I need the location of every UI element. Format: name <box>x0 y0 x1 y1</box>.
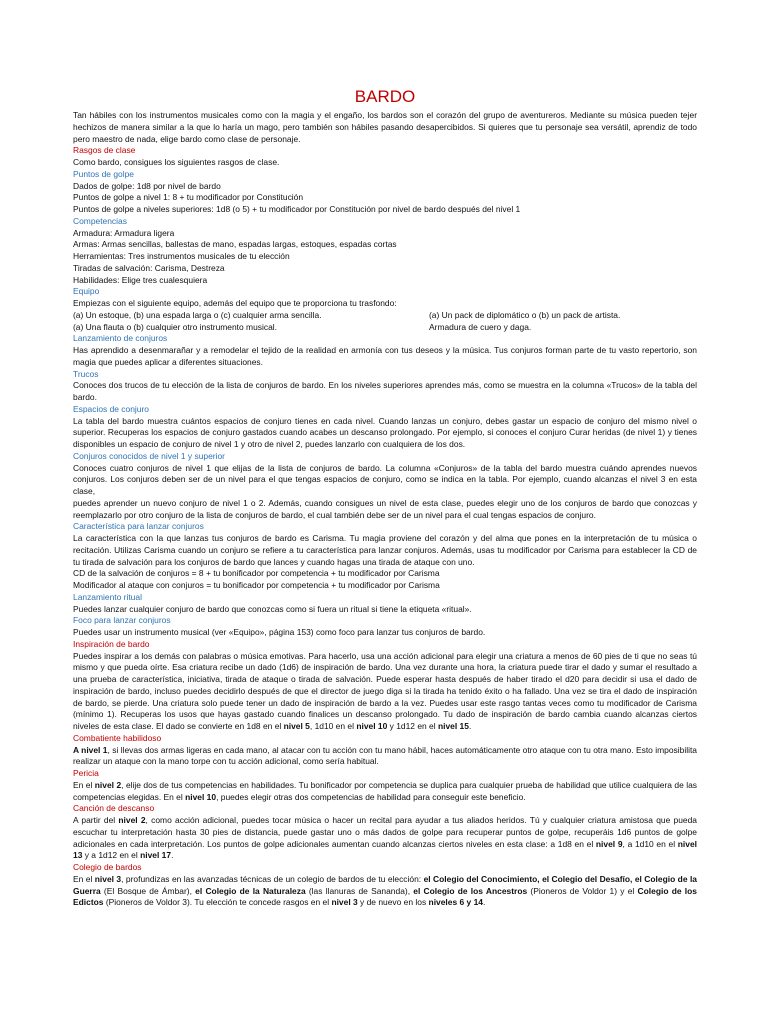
section-heading-combatiente: Combatiente habilidoso <box>73 732 162 743</box>
conocidos-text: Conoces cuatro conjuros de nivel 1 que elijas de la lista de conjuros de bardo. La columna «Conjuros» de la tabla del bardo muestra cuándo aprendes nuevos conjuros. Los conjuros deben ser de un nivel para el que tengas espacios de conjuro, como se indica en la tabla. Por ejemplo, cuando alcanzas el nivel 3 en esta clase, <box>73 462 697 496</box>
section-heading-lanzamiento: Lanzamiento de conjuros <box>73 333 168 344</box>
section-heading-conocidos: Conjuros conocidos de nivel 1 y superior <box>73 450 225 461</box>
inspiracion-text: Puedes inspirar a los demás con palabras o música emotivas. Para hacerlo, usa una acción adicional para elegir una criatura a menos de 60 pies de ti que no seas tú mismo y que pueda oírte. Esa criatura recibe un dado (1d6) de inspiración de bardo. Una vez durante una hora, la criatura puede tirar el dado y sumar el resultado a una prueba de característica, iniciativa, tirada de ataque o tirada de salvación. Puede esperar hasta después de haber tirado el d20 para decidir si usa el dado de inspiración de bardo, incluso puedes decidirlo después de que el director de juego diga si la tirada ha tenido éxito o ha fallado. Una vez se tira el dado de inspiración de bardo, se pierde. Una criatura solo puede tener un dado de inspiración de bardo a la vez. Puedes usar este rasgo tantas veces como tu modificador de Carisma (mínimo 1). Recuperas los usos que hayas gastado cuando finalices un descanso prolongado. Tu dado de inspiración de bardo cambia cuando alcanzas ciertos niveles de esta clase. El dado se convierte en 1d8 en el nivel 5, 1d10 en el nivel 10 y 1d12 en el nivel 15. <box>73 650 697 731</box>
section-heading-foco: Foco para lanzar conjuros <box>73 615 171 626</box>
section-heading-equipo: Equipo <box>73 286 100 297</box>
section-heading-rasgos: Rasgos de clase <box>73 145 136 156</box>
lanzamiento-text: Has aprendido a desenmarañar y a remodelar el tejido de la realidad en armonía con tus deseos y la música. Tus conjuros forman parte de tu vasto repertorio, son magia que puedes aplicar a diferentes situaciones. <box>73 345 697 367</box>
equipo-item: (a) Una flauta o (b) cualquier otro instrumento musical. <box>73 321 277 332</box>
competencias-line: Tiradas de salvación: Carisma, Destreza <box>73 262 225 273</box>
section-heading-espacios: Espacios de conjuro <box>73 403 149 414</box>
section-heading-caracteristica: Característica para lanzar conjuros <box>73 521 204 532</box>
trucos-text: Conoces dos trucos de tu elección de la lista de conjuros de bardo. En los niveles superiores aprendes más, como se muestra en la columna «Trucos» de la tabla del bardo. <box>73 380 697 402</box>
equipo-column-right <box>429 310 697 334</box>
section-heading-puntos: Puntos de golpe <box>73 168 134 179</box>
rasgos-text: Como bardo, consigues los siguientes rasgos de clase. <box>73 157 280 167</box>
colegio-text: En el nivel 3, profundizas en las avanzadas técnicas de un colegio de bardos de tu elección: el Colegio del Conocimiento, el Colegio del Desafío, el Colegio de la Guerra (El Bosque de Ámbar), el Colegio de la Naturaleza (las llanuras de Sananda), el Colegio de los Ancestros (Pioneros de Voldor 1) y el Colegio de los Edictos (Pioneros de Voldor 3). Tu elección te concede rasgos en el nivel 3 y de nuevo en los niveles 6 y 14. <box>73 873 697 908</box>
competencias-line: Habilidades: Elige tres cualesquiera <box>73 274 208 285</box>
section-heading-colegio: Colegio de bardos <box>73 862 142 872</box>
equipo-text: Empiezas con el siguiente equipo, además del equipo que te proporciona tu trasfondo: <box>73 298 397 308</box>
ritual-text: Puedes lanzar cualquier conjuro de bardo que conozcas como si fuera un ritual si tiene la etiqueta «ritual». <box>73 603 472 614</box>
section-heading-pericia: Pericia <box>73 768 99 778</box>
page-title: BARDO <box>354 87 416 106</box>
espacios-text: La tabla del bardo muestra cuántos espacios de conjuro tienes en cada nivel. Cuando lanzas un conjuro, debes gastar un espacio de conjuro del mismo nivel o superior. Recuperas los espacios de conjuro gastados cuando acabes un descanso prolongado. Por ejemplo, si conoces el conjuro Curar heridas (de nivel 1) y tienes disponibles un espacio de conjuro de nivel 1 y otro de nivel 2, puedes lanzarlo con cualquiera de los dos. <box>73 415 697 449</box>
conocidos-text: puedes aprender un nuevo conjuro de nivel 1 o 2. Además, cuando consigues un nivel de esta clase, puedes elegir uno de los conjuros de bardo que conozcas y reemplazarlo por otro conjuro de la lista de conjuros de bardo, el cual también debe ser de un nivel para el cual tengas espacios de conjuro. <box>73 497 697 520</box>
caracteristica-line: Modificador al ataque con conjuros = tu bonificador por competencia + tu modificador por Carisma <box>73 580 440 590</box>
competencias-line: Herramientas: Tres instrumentos musicales de tu elección <box>73 251 290 261</box>
foco-text: Puedes usar un instrumento musical (ver «Equipo», página 153) como foco para lanzar tus conjuros de bardo. <box>73 627 486 637</box>
competencias-line: Armadura: Armadura ligera <box>73 227 175 238</box>
caracteristica-line: CD de la salvación de conjuros = 8 + tu bonificador por competencia + tu modificador por Carisma <box>73 568 440 579</box>
equipo-item: Armadura de cuero y daga. <box>429 321 532 332</box>
puntos-line: Dados de golpe: 1d8 por nivel de bardo <box>73 180 221 191</box>
section-heading-inspiracion: Inspiración de bardo <box>73 638 150 649</box>
section-heading-ritual: Lanzamiento ritual <box>73 591 142 602</box>
pericia-text: En el nivel 2, elije dos de tus competencias en habilidades. Tu bonificador por competencia se duplica para cualquier prueba de habilidad que utilice cualquiera de las competencias elegidas. En el nivel 10, puedes elegir otras dos competencias de habilidad para conseguir este beneficio. <box>73 779 698 802</box>
equipo-columns <box>73 310 697 334</box>
equipo-item: (a) Un pack de diplomático o (b) un pack de artista. <box>429 309 621 320</box>
cancion-text: A partir del nivel 2, como acción adicional, puedes tocar música o hacer un recital para ayudar a tus aliados heridos. Tú y cualquier criatura amistosa que pueda escuchar tu interpretación hasta 30 pies de distancia, puede gastar uno o más dados de golpe para recuperar puntos de golpe, recuperáis 1d6 puntos de golpe adicionales en cada interpretación. Los puntos de golpe adicionales aumentan cuando alcanzas ciertos niveles en esta clase: a 1d8 en el nivel 9, a 1d10 en el nivel 13 y a 1d12 en el nivel 17. <box>73 815 698 861</box>
intro-paragraph: Tan hábiles con los instrumentos musicales como con la magia y el engaño, los bardos son el corazón del grupo de aventureros. Mediante su música pueden tejer hechizos de manera similar a la que lo haría un mago, pero también son hábiles pasando desapercibidos. Si quieres que tu personaje sea versátil, aprendiz de todo pero maestro de nada, elige bardo como clase de personaje. <box>73 110 697 144</box>
equipo-item: (a) Un estoque, (b) una espada larga o (c) cualquier arma sencilla. <box>73 309 322 320</box>
equipo-column-left <box>73 310 429 334</box>
combatiente-text: A nivel 1, si llevas dos armas ligeras en cada mano, al atacar con tu acción con tu mano hábil, haces automáticamente otro ataque con tu otra mano. Esto imposibilita realizar un ataque con la mano torpe con tu acción adicional, como sería habitual. <box>73 744 697 767</box>
document-page <box>73 86 697 909</box>
section-heading-trucos: Trucos <box>73 368 99 379</box>
section-heading-competencias: Competencias <box>73 215 127 226</box>
competencias-line: Armas: Armas sencillas, ballestas de mano, espadas largas, estoques, espadas cortas <box>73 239 397 250</box>
caracteristica-text: La característica con la que lanzas tus conjuros de bardo es Carisma. Tu magia proviene del corazón y del alma que pones en la interpretación de tu música o recitación. Utilizas Carisma cuando un conjuro se refiere a tu característica para lanzar conjuros. Además, usas tu modificador por Carisma para establecer la CD de tu tirada de salvación para los conjuros de bardo que lances y cuando hagas una tirada de ataque con uno. <box>73 533 697 567</box>
puntos-line: Puntos de golpe a nivel 1: 8 + tu modificador por Constitución <box>73 192 304 203</box>
puntos-line: Puntos de golpe a niveles superiores: 1d8 (o 5) + tu modificador por Constitución por nivel de bardo después del nivel 1 <box>73 204 521 214</box>
section-heading-cancion: Canción de descanso <box>73 803 155 814</box>
